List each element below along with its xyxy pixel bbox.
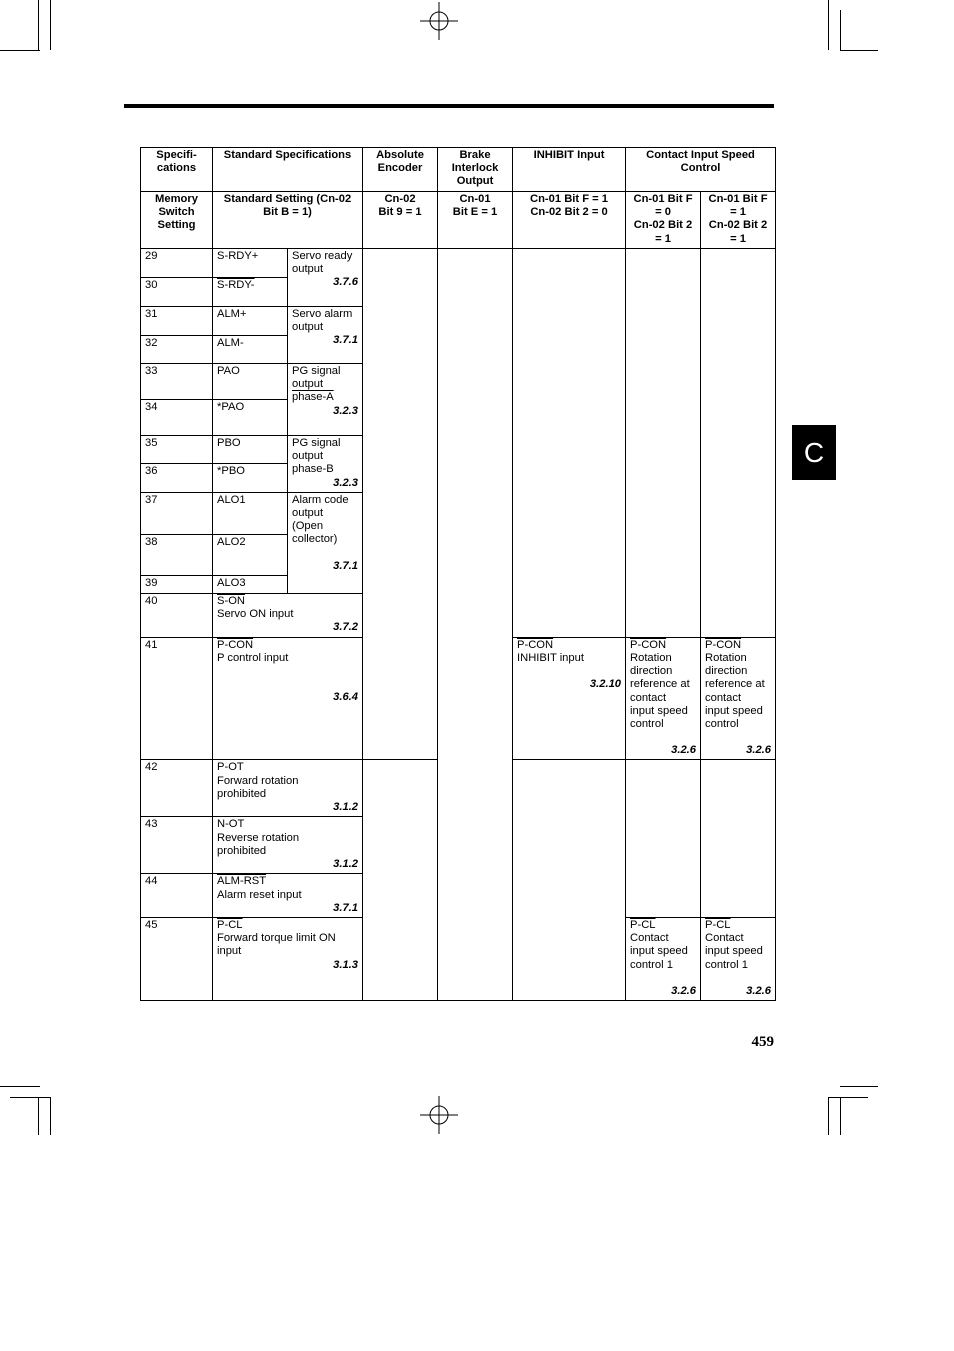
registration-mark-top bbox=[420, 2, 460, 42]
header-inhibit-setting: Cn-01 Bit F = 1 Cn-02 Bit 2 = 0 bbox=[513, 192, 626, 249]
signal-cell: P-OT Forward rotation prohibited 3.1.2 bbox=[213, 760, 363, 817]
contact1-cell: P-CL Contact input speed control 1 3.2.6 bbox=[626, 918, 701, 1001]
contact1-column bbox=[626, 249, 701, 638]
header-abs-setting: Cn-02 Bit 9 = 1 bbox=[363, 192, 438, 249]
signal-description: PG signal output phase-A 3.2.3 bbox=[288, 364, 363, 436]
brake-interlock-column bbox=[438, 249, 513, 1001]
signal-description: Servo alarm output 3.7.1 bbox=[288, 307, 363, 364]
crop-mark bbox=[38, 0, 39, 50]
header-absolute-encoder: Absolute Encoder bbox=[363, 148, 438, 192]
pin-number: 37 bbox=[141, 492, 213, 534]
pin-number: 38 bbox=[141, 534, 213, 575]
pin-number: 41 bbox=[141, 637, 213, 760]
signal-description-continued bbox=[288, 575, 363, 593]
header-contact-input: Contact Input Speed Control bbox=[626, 148, 776, 192]
pin-number: 40 bbox=[141, 593, 213, 637]
section-tab: C bbox=[792, 425, 836, 480]
pin-number: 36 bbox=[141, 464, 213, 492]
signal-name: PBO bbox=[213, 436, 288, 464]
header-brake-setting: Cn-01 Bit E = 1 bbox=[438, 192, 513, 249]
pin-number: 30 bbox=[141, 278, 213, 307]
inhibit-column bbox=[513, 249, 626, 638]
header-standard-setting: Standard Setting (Cn-02 Bit B = 1) bbox=[213, 192, 363, 249]
header-row-2 bbox=[141, 192, 776, 249]
crop-mark bbox=[10, 1097, 50, 1098]
header-row-1 bbox=[141, 148, 776, 192]
crop-mark bbox=[840, 10, 841, 50]
registration-mark-bottom bbox=[420, 1096, 460, 1136]
signal-cell: S-ON Servo ON input 3.7.2 bbox=[213, 593, 363, 637]
signal-name: ALO2 bbox=[213, 534, 288, 575]
pin-number: 45 bbox=[141, 918, 213, 1001]
absolute-encoder-column bbox=[363, 249, 438, 760]
pin-number: 33 bbox=[141, 364, 213, 400]
absolute-encoder-column-lower bbox=[363, 760, 438, 1001]
signal-name: PAO bbox=[213, 364, 288, 400]
signal-cell: P-CON P control input 3.6.4 bbox=[213, 637, 363, 760]
signal-name: ALO3 bbox=[213, 575, 288, 593]
header-memory-switch: Memory Switch Setting bbox=[141, 192, 213, 249]
contact1-cell: P-CON Rotation direction reference at contact input speed control 3.2.6 bbox=[626, 637, 701, 760]
crop-mark bbox=[38, 1097, 39, 1135]
crop-mark bbox=[828, 1097, 829, 1135]
signal-name: ALM- bbox=[213, 336, 288, 364]
pin-number: 39 bbox=[141, 575, 213, 593]
pin-number: 31 bbox=[141, 307, 213, 336]
header-contact2-setting: Cn-01 Bit F = 1 Cn-02 Bit 2 = 1 bbox=[701, 192, 776, 249]
header-specifications: Specifi- cations bbox=[141, 148, 213, 192]
crop-mark bbox=[828, 1097, 868, 1098]
pin-number: 34 bbox=[141, 400, 213, 436]
pin-number: 29 bbox=[141, 249, 213, 278]
contact2-column bbox=[701, 249, 776, 638]
signal-description: PG signal output phase-B 3.2.3 bbox=[288, 436, 363, 493]
signal-description: Servo ready output 3.7.6 bbox=[288, 249, 363, 307]
header-contact1-setting: Cn-01 Bit F = 0 Cn-02 Bit 2 = 1 bbox=[626, 192, 701, 249]
crop-mark bbox=[840, 1097, 841, 1135]
signal-name: *PBO bbox=[213, 464, 288, 492]
header-rule bbox=[124, 104, 774, 108]
crop-mark bbox=[50, 0, 51, 50]
inhibit-cell: P-CON INHIBIT input 3.2.10 bbox=[513, 637, 626, 760]
crop-mark bbox=[0, 1086, 40, 1087]
header-standard-specifications: Standard Specifications bbox=[213, 148, 363, 192]
pin-number: 43 bbox=[141, 817, 213, 874]
signal-cell: N-OT Reverse rotation prohibited 3.1.2 bbox=[213, 817, 363, 874]
signal-name: ALM+ bbox=[213, 307, 288, 336]
contact2-cell: P-CON Rotation direction reference at contact input speed control 3.2.6 bbox=[701, 637, 776, 760]
signal-name: *PAO bbox=[213, 400, 288, 436]
table-row bbox=[141, 249, 776, 278]
crop-mark bbox=[840, 50, 878, 51]
contact2-column-lower bbox=[701, 760, 776, 918]
signal-name: S-RDY- bbox=[213, 278, 288, 307]
contact2-cell: P-CL Contact input speed control 1 3.2.6 bbox=[701, 918, 776, 1001]
signal-cell: ALM-RST Alarm reset input 3.7.1 bbox=[213, 874, 363, 918]
crop-mark bbox=[828, 0, 829, 50]
pin-number: 42 bbox=[141, 760, 213, 817]
inhibit-column-lower bbox=[513, 760, 626, 1001]
header-inhibit: INHIBIT Input bbox=[513, 148, 626, 192]
contact1-column-lower bbox=[626, 760, 701, 918]
page-number: 459 bbox=[751, 1034, 774, 1050]
signal-cell: P-CL Forward torque limit ON input 3.1.3 bbox=[213, 918, 363, 1001]
signal-name: S-RDY+ bbox=[213, 249, 288, 278]
pin-number: 44 bbox=[141, 874, 213, 918]
crop-mark bbox=[50, 1097, 51, 1135]
memory-switch-table bbox=[140, 147, 776, 1001]
crop-mark bbox=[0, 50, 40, 51]
crop-mark bbox=[840, 1086, 878, 1087]
signal-description: Alarm code output (Open collector) 3.7.1 bbox=[288, 492, 363, 575]
pin-number: 35 bbox=[141, 436, 213, 464]
header-brake-interlock: Brake Interlock Output bbox=[438, 148, 513, 192]
pin-number: 32 bbox=[141, 336, 213, 364]
signal-name: ALO1 bbox=[213, 492, 288, 534]
